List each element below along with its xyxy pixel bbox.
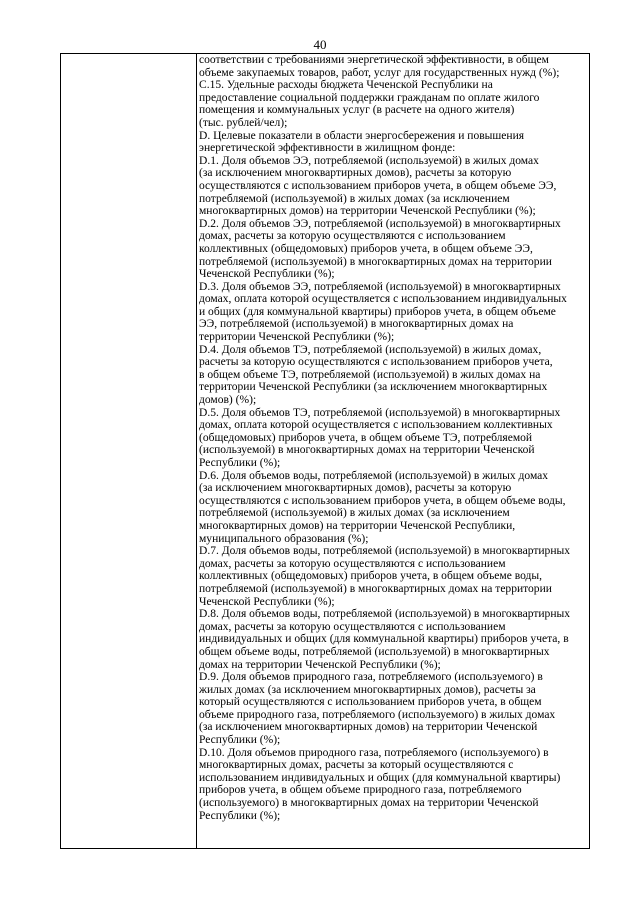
page-number: 40 bbox=[313, 37, 327, 52]
text-line: объеме закупаемых товаров, работ, услуг для государственных нужд (%); bbox=[199, 65, 560, 79]
text-line: коллективных (общедомовых) приборов учета, в общем объеме воды, bbox=[199, 569, 543, 583]
text-line: муниципального образования (%); bbox=[199, 531, 369, 545]
text-line: D.7. Доля объемов воды, потребляемой (используемой) в многоквартирных bbox=[199, 544, 571, 558]
text-line: и общих (для коммунальной квартиры) приборов учета, в общем объеме bbox=[199, 304, 556, 318]
text-line: домах, расчеты за которую осуществляются с использованием bbox=[199, 229, 506, 243]
text-line: объеме природного газа, потребляемого (используемого) в жилых домах bbox=[199, 707, 556, 721]
text-line: D.8. Доля объемов воды, потребляемой (используемой) в многоквартирных bbox=[199, 607, 571, 621]
text-line: С.15. Удельные расходы бюджета Чеченской Республики на bbox=[199, 78, 493, 92]
text-line: расчеты за которую осуществляются с использованием приборов учета, bbox=[199, 355, 553, 369]
text-line: домах, оплата которой осуществляется с использованием индивидуальных bbox=[199, 292, 567, 306]
text-line: D.4. Доля объемов ТЭ, потребляемой (используемой) в жилых домах, bbox=[199, 342, 542, 356]
text-line: энергетической эффективности в жилищном фонде: bbox=[199, 141, 456, 155]
text-line: Республики (%); bbox=[199, 456, 281, 469]
text-line: предоставление социальной поддержки гражданам по оплате жилого bbox=[199, 90, 540, 104]
text-line: Чеченской Республики (%); bbox=[199, 594, 335, 608]
text-line: D.5. Доля объемов ТЭ, потребляемой (используемой) в многоквартирных bbox=[199, 405, 561, 419]
text-line: общем объеме воды, потребляемой (используемой) в многоквартирных bbox=[199, 644, 550, 658]
text-line: домах, расчеты за которую осуществляются с использованием bbox=[199, 556, 506, 570]
text-line: потребляемой (используемой) в жилых домах (за исключением bbox=[199, 506, 510, 520]
indicators-table bbox=[60, 53, 590, 849]
text-line: Чеченской Республики (%); bbox=[199, 267, 335, 281]
text-line: многоквартирных домах, расчеты за который осуществляются с bbox=[199, 758, 514, 772]
text-line: использованием индивидуальных и общих (для коммунальной квартиры) bbox=[199, 770, 561, 784]
text-line: потребляемой (используемой) в многоквартирных домах на территории bbox=[199, 581, 552, 595]
text-line: домах, оплата которой осуществляется с использованием коллективных bbox=[199, 418, 553, 432]
text-line: (за исключением многоквартирных домов), расчеты за которую bbox=[199, 166, 512, 180]
text-line: (тыс. рублей/чел); bbox=[199, 115, 288, 129]
table-left-column bbox=[61, 54, 197, 848]
indicator-paragraph-d5 bbox=[199, 407, 590, 470]
indicator-paragraph-d4 bbox=[199, 344, 590, 407]
text-line: соответствии с требованиями энергетической эффективности, в общем bbox=[199, 54, 549, 66]
indicator-paragraph-d2 bbox=[199, 218, 590, 281]
text-line: D.3. Доля объемов ЭЭ, потребляемой (используемой) в многоквартирных bbox=[199, 279, 561, 293]
indicator-paragraph-d9 bbox=[199, 671, 590, 747]
text-line: (за исключением многоквартирных домов), расчеты за которую bbox=[199, 481, 512, 495]
table-right-column bbox=[197, 54, 590, 848]
text-line: жилых домах (за исключением многоквартирных домов), расчеты за bbox=[199, 682, 536, 696]
text-line: (общедомовых) приборов учета, в общем объеме ТЭ, потребляемой bbox=[199, 430, 533, 444]
text-line: (используемого) в многоквартирных домах на территории Чеченской bbox=[199, 796, 539, 810]
indicator-paragraph-d1 bbox=[199, 155, 590, 218]
indicator-paragraph-d8 bbox=[199, 608, 590, 671]
text-line: потребляемой (используемой) в жилых домах (за исключением bbox=[199, 191, 510, 205]
text-line: многоквартирных домов) на территории Чеченской Республики (%); bbox=[199, 204, 536, 218]
text-line: коллективных (общедомовых) приборов учета, в общем объеме ЭЭ, bbox=[199, 241, 533, 255]
indicator-paragraph-d10 bbox=[199, 747, 590, 823]
text-line: D.9. Доля объемов природного газа, потребляемого (используемого) в bbox=[199, 670, 543, 684]
text-line: D.10. Доля объемов природного газа, потребляемого (используемого) в bbox=[199, 745, 549, 759]
text-line: Республики (%); bbox=[199, 733, 281, 747]
text-line: домах на территории Чеченской Республики (%); bbox=[199, 657, 441, 671]
text-line: D. Целевые показатели в области энергосбережения и повышения bbox=[199, 128, 525, 142]
text-line: D.1. Доля объемов ЭЭ, потребляемой (используемой) в жилых домах bbox=[199, 153, 539, 167]
text-line: (используемой) в многоквартирных домах на территории Чеченской bbox=[199, 443, 535, 457]
indicator-paragraph-d3 bbox=[199, 281, 590, 344]
text-line: территории Чеченской Республики (%); bbox=[199, 330, 395, 344]
text-line: помещения и коммунальных услуг (в расчете на одного жителя) bbox=[199, 103, 515, 117]
text-line: который осуществляются с использованием приборов учета, в общем bbox=[199, 695, 542, 709]
text-line: потребляемой (используемой) в многоквартирных домах на территории bbox=[199, 254, 552, 268]
text-line: D.2. Доля объемов ЭЭ, потребляемой (используемой) в многоквартирных bbox=[199, 216, 561, 230]
indicator-paragraph-c15 bbox=[199, 79, 590, 129]
text-line: осуществляются с использованием приборов учета, в общем объеме ЭЭ, bbox=[199, 178, 557, 192]
text-line: территории Чеченской Республики (за исключением многоквартирных bbox=[199, 380, 548, 394]
text-line: индивидуальных и общих (для коммунальной квартиры) приборов учета, в bbox=[199, 632, 569, 646]
text-line: приборов учета, в общем объеме природного газа, потребляемого bbox=[199, 783, 522, 797]
indicator-paragraph-d7 bbox=[199, 545, 590, 608]
indicator-paragraph-c14-continued bbox=[199, 54, 590, 79]
text-line: (за исключением многоквартирных домов) на территории Чеченской bbox=[199, 720, 538, 734]
text-line: D.6. Доля объемов воды, потребляемой (используемой) в жилых домах bbox=[199, 468, 549, 482]
text-line: ЭЭ, потребляемой (используемой) в многоквартирных домах на bbox=[199, 317, 514, 331]
text-line: Республики (%); bbox=[199, 808, 281, 822]
text-line: домов) (%); bbox=[199, 393, 257, 407]
indicator-paragraph-d6 bbox=[199, 470, 590, 546]
text-line: в общем объеме ТЭ, потребляемой (используемой) в жилых домах на bbox=[199, 367, 541, 381]
text-line: домах, расчеты за которую осуществляются с использованием bbox=[199, 619, 506, 633]
text-line: многоквартирных домов) на территории Чеченской Республики, bbox=[199, 518, 516, 532]
indicator-paragraph-d-heading bbox=[199, 130, 590, 155]
text-line: осуществляются с использованием приборов учета, в общем объеме воды, bbox=[199, 493, 566, 507]
